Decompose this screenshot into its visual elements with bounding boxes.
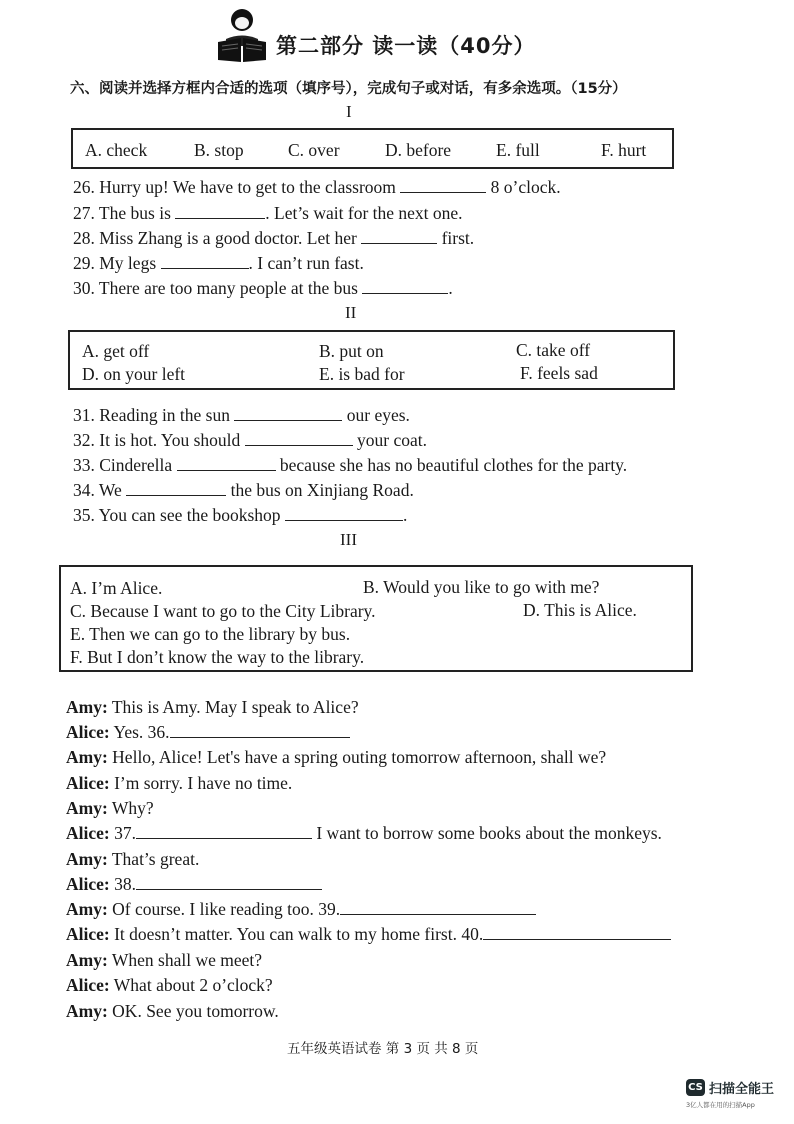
answer-blank-39[interactable] [340,900,536,915]
answer-blank[interactable] [400,178,486,193]
dialogue-line: Alice: Yes. 36. [66,722,350,743]
dialogue-line: Amy: That’s great. [66,849,200,869]
dialogue-line: Amy: Why? [66,798,154,818]
option-a: A. check [85,140,148,160]
part-3-option-box [59,565,693,672]
answer-blank[interactable] [234,406,342,421]
camscanner-name: 扫描全能王 [709,1082,775,1097]
part-3-heading: III [340,530,357,549]
dialogue-line: Alice: It doesn’t matter. You can walk to my home first. 40. [66,924,671,945]
option-b: B. Would you like to go with me? [363,577,600,597]
part-1-heading: I [346,102,352,121]
question-30: 30. There are too many people at the bus . [73,278,453,298]
option-f: F. hurt [601,140,647,160]
answer-blank[interactable] [285,506,403,521]
answer-blank-40[interactable] [483,925,671,940]
answer-blank[interactable] [161,254,249,269]
reading-person-icon [214,6,270,64]
answer-blank-38[interactable] [136,875,322,890]
answer-blank[interactable] [362,279,448,294]
dialogue-line: Amy: OK. See you tomorrow. [66,1001,279,1021]
question-32: 32. It is hot. You should your coat. [73,430,427,450]
option-a: A. I’m Alice. [70,578,163,598]
question-33: 33. Cinderella because she has no beautiful clothes for the party. [73,455,628,475]
answer-blank-37[interactable] [136,824,312,839]
answer-blank[interactable] [177,456,276,471]
option-c: C. Because I want to go to the City Library. [70,601,376,621]
part-2-heading: II [345,303,357,322]
question-27: 27. The bus is . Let’s wait for the next one. [73,203,463,223]
answer-blank[interactable] [175,204,265,219]
question-35: 35. You can see the bookshop . [73,505,408,525]
question-29: 29. My legs . I can’t run fast. [73,253,364,273]
option-f: F. feels sad [520,363,598,383]
part-2-option-box [68,330,675,390]
option-f: F. But I don’t know the way to the library. [70,647,365,667]
dialogue-line: Alice: I’m sorry. I have no time. [66,773,293,793]
dialogue-line: Alice: 38. [66,874,322,895]
option-e: E. Then we can go to the library by bus. [70,624,351,644]
section-instruction: 六、阅读并选择方框内合适的选项（填序号），完成句子或对话，有多余选项。（15分） [70,81,627,97]
answer-blank[interactable] [126,481,226,496]
part-1-option-box [71,128,674,169]
camscanner-tagline: 3亿人都在用的扫描App [686,1101,755,1109]
question-26: 26. Hurry up! We have to get to the classroom 8 o’clock. [73,177,561,197]
page-footer: 五年级英语试卷 第 3 页 共 8 页 [287,1041,479,1057]
option-c: C. take off [516,340,591,360]
option-d: D. before [385,140,452,160]
dialogue-line: Amy: This is Amy. May I speak to Alice? [66,697,359,717]
dialogue-line: Amy: Hello, Alice! Let's have a spring outing tomorrow afternoon, shall we? [66,747,607,767]
answer-blank[interactable] [245,431,353,446]
option-d: D. This is Alice. [523,600,637,620]
part-title: 第二部分 读一读（40分） [276,34,536,58]
dialogue-line: Alice: What about 2 o’clock? [66,975,273,995]
option-e: E. is bad for [319,364,405,384]
camscanner-logo: CS [686,1079,705,1096]
answer-blank[interactable] [361,229,437,244]
option-d: D. on your left [82,364,186,384]
question-31: 31. Reading in the sun our eyes. [73,405,410,425]
dialogue-line: Alice: 37. I want to borrow some books about the monkeys. [66,823,662,843]
option-c: C. over [288,140,340,160]
option-e: E. full [496,140,540,160]
dialogue-line: Amy: Of course. I like reading too. 39. [66,899,536,920]
question-34: 34. We the bus on Xinjiang Road. [73,480,414,500]
dialogue-line: Amy: When shall we meet? [66,950,262,970]
answer-blank-36[interactable] [170,723,350,738]
question-28: 28. Miss Zhang is a good doctor. Let her first. [73,228,475,248]
option-b: B. put on [319,341,384,361]
option-b: B. stop [194,140,244,160]
option-a: A. get off [82,341,150,361]
